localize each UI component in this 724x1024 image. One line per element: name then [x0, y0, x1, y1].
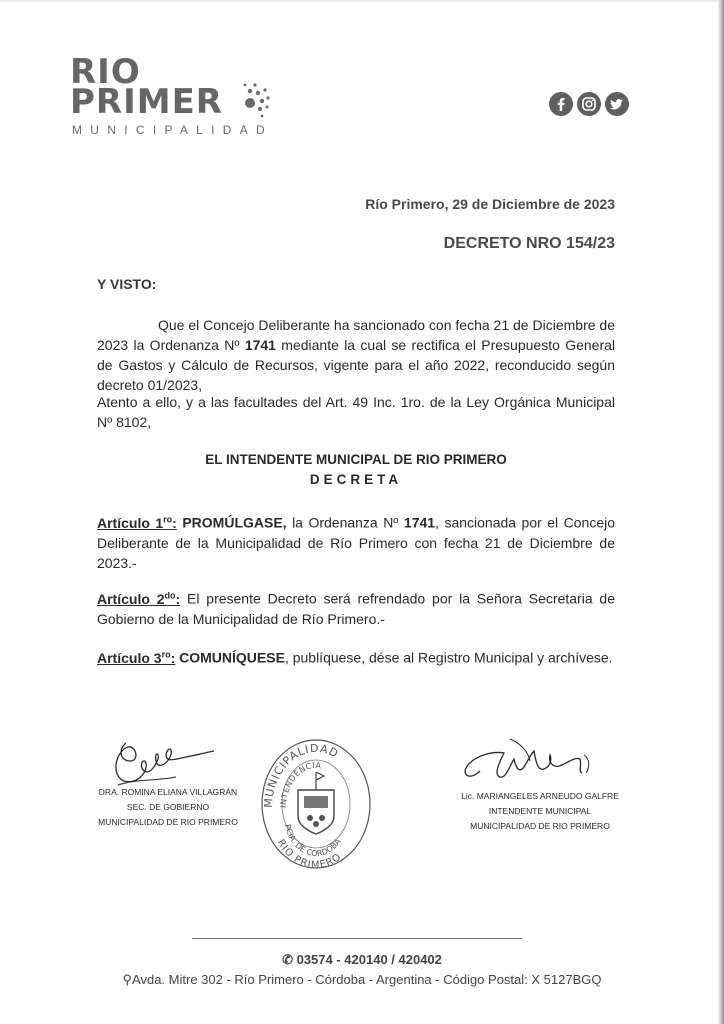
article-1: Artículo $1^{ro}$: PROMÚLGASE, la Ordenanza Nº 1741, sancionada por el Concejo Deliberante de la Municipalidad de Río Primero con fecha 21 de Diciembre de 2023.- [97, 514, 616, 571]
municipality-logo [70, 52, 300, 140]
svg-text:MUNICIPALIDAD: MUNICIPALIDAD [261, 741, 341, 809]
municipal-seal [258, 736, 374, 872]
handwritten-signature-right [450, 735, 630, 795]
logo-text-primer: PRIMER [70, 82, 223, 122]
seal-stamp-icon [258, 736, 374, 872]
footer-address: ⚲Avda. Mitre 302 - Río Primero - Córdoba - Argentina - Código Postal: X 5127BGQ [122, 972, 602, 987]
signer-right-institution: MUNICIPALIDAD DE RIO PRIMERO [470, 821, 610, 831]
svg-text:RIO PRIMERO: RIO PRIMERO [274, 837, 344, 872]
signer-right-title: INTENDENTE MUNICIPAL [488, 806, 592, 816]
ordinance-number: 1741 [244, 337, 276, 353]
instagram-icon [577, 92, 601, 116]
visto-heading: Y VISTO: [97, 276, 157, 292]
article-3-label: Artículo $3^{ro}$: [97, 649, 176, 666]
article-3: Artículo $3^{ro}$: COMUNÍQUESE, publíquese, dése al Registro Municipal y archívese. [97, 649, 613, 666]
page-top-edge [0, 0, 724, 3]
article-2: Artículo $2^{do}$: El presente Decreto será refrendado por la Señora Secretaria de Gobierno de la Municipalidad de Río Primero.- [97, 590, 616, 627]
twitter-icon [605, 92, 629, 116]
social-icons [549, 92, 629, 116]
atento-paragraph: Atento a ello, y a las facultades del Art. 49 Inc. 1ro. de la Ley Orgánica Municipal Nº 8102, [97, 394, 615, 430]
signer-right-name: Lic. MARIANGELES ARNEUDO GALFRE [461, 791, 619, 801]
sun-logo-icon [236, 79, 276, 119]
logo-text-rio: RIO [70, 52, 141, 92]
document-date: Río Primero, 29 de Diciembre de 2023 [365, 196, 615, 212]
signature-block-right [450, 735, 630, 845]
signer-left-name: DRA. ROMINA ELIANA VILLAGRÁN [98, 787, 238, 797]
footer-divider [192, 938, 522, 939]
logo-subtitle: MUNICIPALIDAD [72, 123, 274, 137]
signature-block-left [96, 735, 276, 845]
article-1-label: Artículo $1^{ro}$: [97, 514, 177, 531]
footer-phone: ✆ 03574 - 420140 / 420402 [282, 952, 442, 967]
intendente-heading: EL INTENDENTE MUNICIPAL DE RIO PRIMERO [205, 452, 507, 467]
signer-left-title: SEC. DE GOBIERNO [126, 802, 210, 812]
decree-number: DECRETO NRO 154/23 [443, 235, 615, 252]
svg-text:INTENDENCIA: INTENDENCIA [278, 760, 322, 809]
svg-text:PCIA. DE CORDOBA: PCIA. DE CORDOBA [282, 823, 343, 859]
signer-left-institution: MUNICIPALIDAD DE RIO PRIMERO [98, 817, 238, 827]
considerando-paragraph: Que el Concejo Deliberante ha sancionado con fecha 21 de Diciembre de 2023 la Ordenanza Nº 1741 mediante la cual se rectifica el Presupuesto General de Gastos y Cálculo de Recursos, vigente para el año 2022, reconducido según decreto 01/2023, [97, 317, 616, 393]
decreta-heading: DECRETA [309, 472, 403, 487]
article-2-label: Artículo $2^{do}$: [97, 590, 181, 607]
phone-icon: ✆ [282, 952, 297, 967]
location-pin-icon: ⚲ [122, 972, 133, 987]
facebook-icon [549, 92, 573, 116]
scan-right-edge [718, 0, 724, 1024]
